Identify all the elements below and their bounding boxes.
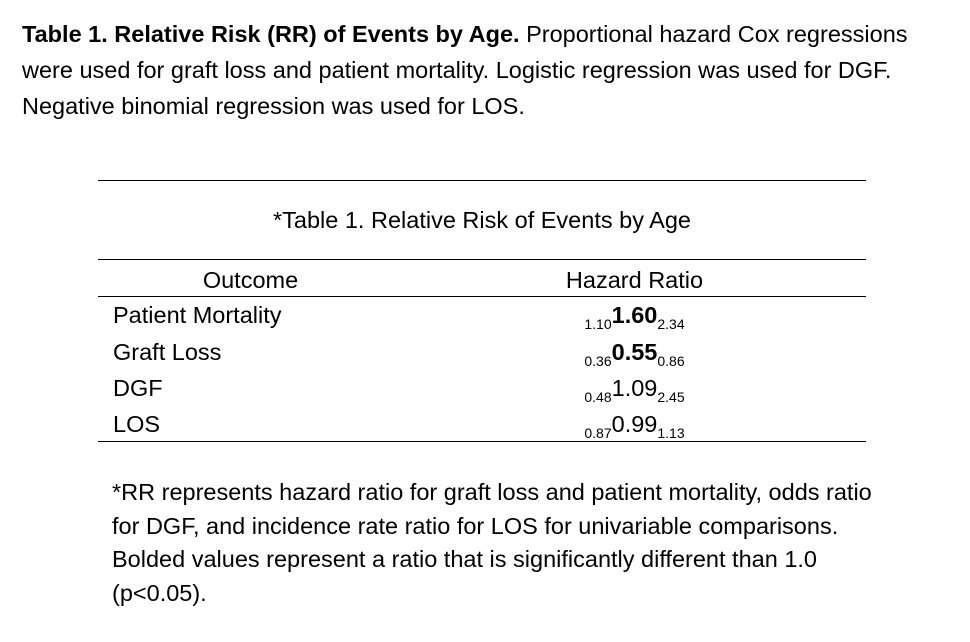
table-row (98, 407, 866, 443)
row-hazard-ratio (403, 337, 866, 367)
table-header-rule (98, 296, 866, 297)
row-outcome: LOS (113, 411, 161, 437)
row-outcome: Graft Loss (113, 339, 222, 365)
point-estimate: 0.99 (611, 411, 658, 437)
caption-title: Table 1. Relative Risk (RR) of Events by Age. (22, 21, 520, 47)
point-estimate: 0.55 (611, 339, 658, 365)
ci-upper: 2.34 (657, 316, 685, 332)
ci-lower: 0.48 (584, 389, 612, 405)
ci-lower: 0.36 (584, 353, 612, 369)
column-header-outcome: Outcome (202, 267, 299, 293)
ci-upper: 0.86 (657, 353, 685, 369)
row-hazard-ratio (403, 300, 866, 330)
ci-lower: 0.87 (584, 425, 612, 441)
table-row (98, 371, 866, 407)
ci-lower: 1.10 (584, 316, 612, 332)
column-header-hazard-ratio: Hazard Ratio (565, 267, 704, 293)
table-footnote: *RR represents hazard ratio for graft loss and patient mortality, odds ratio for DGF, and incidence rate ratio for LOS for univariable comparisons. Bolded values represent a ratio that is significantly different than 1.0 (p<0.05). (112, 479, 872, 606)
table-title-rule (98, 259, 866, 260)
point-estimate: 1.09 (611, 375, 658, 401)
row-outcome: DGF (113, 375, 163, 401)
table-row (98, 335, 866, 371)
ci-upper: 1.13 (657, 425, 685, 441)
row-hazard-ratio (403, 373, 866, 403)
table-bottom-rule (98, 441, 866, 442)
row-outcome: Patient Mortality (113, 302, 282, 328)
row-hazard-ratio (403, 409, 866, 439)
caption-text: Proportional hazard Cox regressions were used for graft loss and patient mortality. Logistic regression was used for DGF. Negative binomial regression was used for LOS. (22, 21, 908, 119)
table-row (98, 298, 866, 334)
table-top-rule (98, 180, 866, 181)
figure-caption (22, 16, 952, 124)
ci-upper: 2.45 (657, 389, 685, 405)
point-estimate: 1.60 (611, 302, 658, 328)
table-title: *Table 1. Relative Risk of Events by Age (273, 207, 691, 233)
